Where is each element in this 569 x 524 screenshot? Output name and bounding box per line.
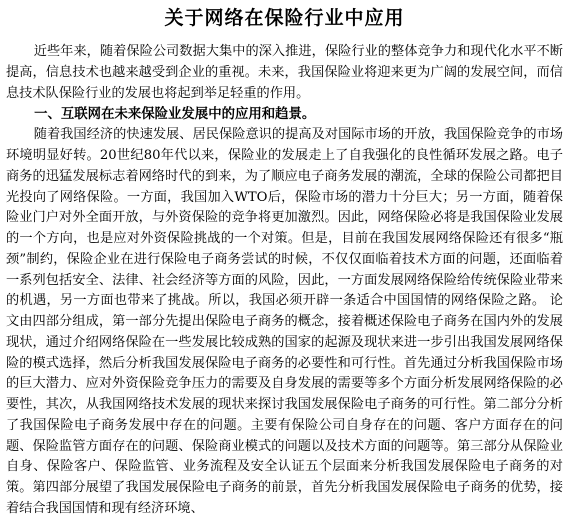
- document-title: 关于网络在保险行业中应用: [164, 7, 405, 29]
- intro-paragraph: 近些年来，随着保险公司数据大集中的深入推进，保险行业的整体竞争力和现代化水平不断提高，信息技术也越来越受到企业的重视。未来，我国保险业将迎来更为广阔的发展空间，而信息技术队保险行业的发展也将起到举足轻重的作用。: [6, 44, 563, 101]
- body-paragraph: 随着我国经济的快速发展、居民保险意识的提高及对国际市场的开放，我国保险竞争的市场环境明显好转。20世纪80年代以来，保险业的发展走上了自我强化的良性循环发展之路。电子商务的迅猛发展标志着网络时代的到来，为了顺应电子商务发展的潮流，全球的保险公司都把目光投向了网络保险。一方面，我国加入WTO后，保险市场的潜力十分巨大；另一方面，随着保险业门户对外全面开放，与外资保险的竞争将更加激烈。因此，网络保险必将是我国保险业发展的一个方向，也是应对外资保险挑战的一个对策。但是，目前在我国发展网络保险还有很多“瓶颈”制约，保险企业在进行保险电子商务尝试的时候，不仅仅面临着技术方面的问题，还面临着一系列包括安全、法律、社会经济等方面的风险，因此，一方面发展网络保险给传统保险业带来的机遇，另一方面也带来了挑战。所以，我国必须开辟一条适合中国国情的网络保险之路。 论文由四部分组成，第一部分先提出保险电子商务的概念，接着概述保险电子商务在国内外的发展现状，通过介绍网络保险在一些发展比较成熟的国家的起源及现状来进一步引出我国发展网络保险的模式选择，然后分析我国发展保险电子商务的必要性和可行性。首先通过分析我国保险市场的巨大潜力、应对外资保险竞争压力的需要及自身发展的需要等多个方面分析发展网络保险的必要性，其次，从我国网络技术发展的现状来探讨我国发展保险电子商务的可行性。第二部分分析了我国保险电子商务发展中存在的问题。主要有保险公司自身存在的问题、客户方面存在的问题、保险监管方面存在的问题、保险商业模式的问题以及技术方面的问题等。第三部分从保险业自身、保险客户、保险监管、业务流程及安全认证五个层面来分析我国发展保险电子商务的对策。第四部分展望了我国发展保险电子商务的前景，首先分析我国发展保险电子商务的优势，接着结合我国国情和现有经济环境、: [6, 127, 563, 516]
- section-heading: 一、互联网在未来保险业发展中的应用和趋景。: [34, 106, 316, 123]
